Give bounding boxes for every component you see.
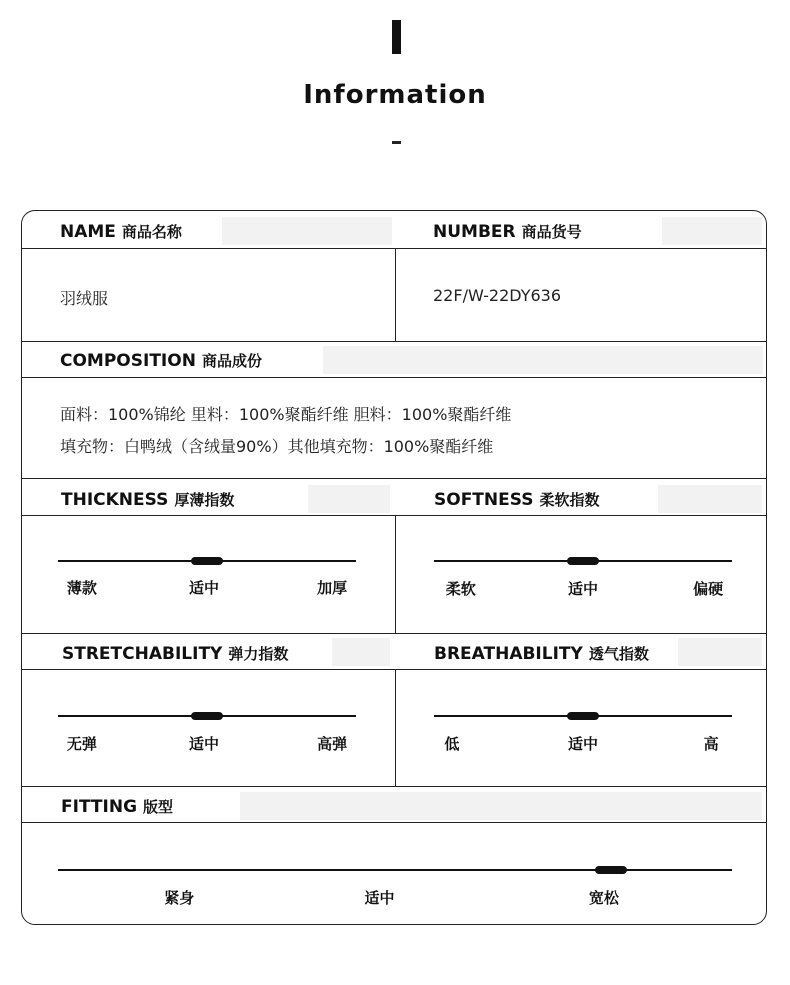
label-shade [678,638,762,666]
softness-label-en: SOFTNESS [434,490,534,510]
divider [21,515,767,516]
stretchability-left-label: 无弹 [66,735,97,753]
label-shade [308,485,390,513]
softness-label-cn: 柔软指数 [539,491,600,509]
thickness-mid-label: 适中 [189,579,220,597]
header-bar-icon [392,20,401,54]
fitting-mid-label: 适中 [364,889,395,907]
divider [395,669,396,786]
stretchability-label-en: STRETCHABILITY [62,644,223,664]
fitting-scale-track [58,869,732,871]
thickness-scale-marker [191,557,223,565]
name-label-cn: 商品名称 [121,223,182,241]
stretchability-scale-marker [191,712,223,720]
label-shade [332,638,390,666]
divider [21,377,767,378]
name-label [60,221,182,242]
composition-label-en: COMPOSITION [60,351,196,371]
breathability-mid-label: 适中 [567,735,599,753]
softness-scale-marker [567,557,599,565]
stretchability-label-cn: 弹力指数 [228,645,289,663]
label-shade [658,485,762,513]
label-shade [662,217,762,245]
breathability-scale-marker [567,712,599,720]
divider [21,341,767,342]
composition-label-cn: 商品成份 [201,352,262,370]
softness-label [434,489,599,510]
composition-line-2: 填充物：白鸭绒（含绒量90%）其他填充物：100%聚酯纤维 [60,437,494,456]
fitting-label-cn: 版型 [143,798,174,816]
softness-right-label: 偏硬 [693,580,724,598]
thickness-right-label: 加厚 [317,579,348,597]
divider [395,248,396,342]
stretchability-label [62,643,288,664]
divider [21,822,767,823]
breathability-label-en: BREATHABILITY [434,644,583,664]
thickness-left-label: 薄款 [66,579,97,597]
label-shade [323,346,763,374]
stretchability-mid-label: 适中 [189,735,220,753]
breathability-label-cn: 透气指数 [588,645,649,663]
fitting-left-label: 紧身 [164,889,195,907]
number-label-en: NUMBER [433,222,516,242]
fitting-label [61,796,173,817]
divider [21,478,767,479]
thickness-label-en: THICKNESS [61,490,169,510]
name-label-en: NAME [60,222,116,242]
divider [21,786,767,787]
number-label-cn: 商品货号 [521,223,582,241]
breathability-right-label: 高 [703,735,719,753]
fitting-scale-marker [595,866,627,874]
divider [21,669,767,670]
softness-left-label: 柔软 [445,580,476,598]
page-title: Information [303,80,487,110]
divider [395,515,396,633]
breathability-label [434,643,649,664]
composition-line-1: 面料：100%锦纶 里料：100%聚酯纤维 胆料：100%聚酯纤维 [60,405,512,424]
fitting-right-label: 宽松 [588,889,619,907]
name-value: 羽绒服 [60,289,109,308]
thickness-label [61,489,234,510]
stretchability-right-label: 高弹 [317,735,348,753]
number-value: 22F/W-22DY636 [433,286,562,305]
softness-mid-label: 适中 [567,580,599,598]
composition-label [60,350,262,371]
number-label [433,221,582,242]
divider [21,633,767,634]
breathability-left-label: 低 [444,735,460,753]
fitting-label-en: FITTING [61,797,138,817]
header-dash-icon [392,141,401,144]
thickness-label-cn: 厚薄指数 [174,491,235,509]
label-shade [240,792,762,820]
divider [21,248,767,249]
label-shade [222,217,392,245]
